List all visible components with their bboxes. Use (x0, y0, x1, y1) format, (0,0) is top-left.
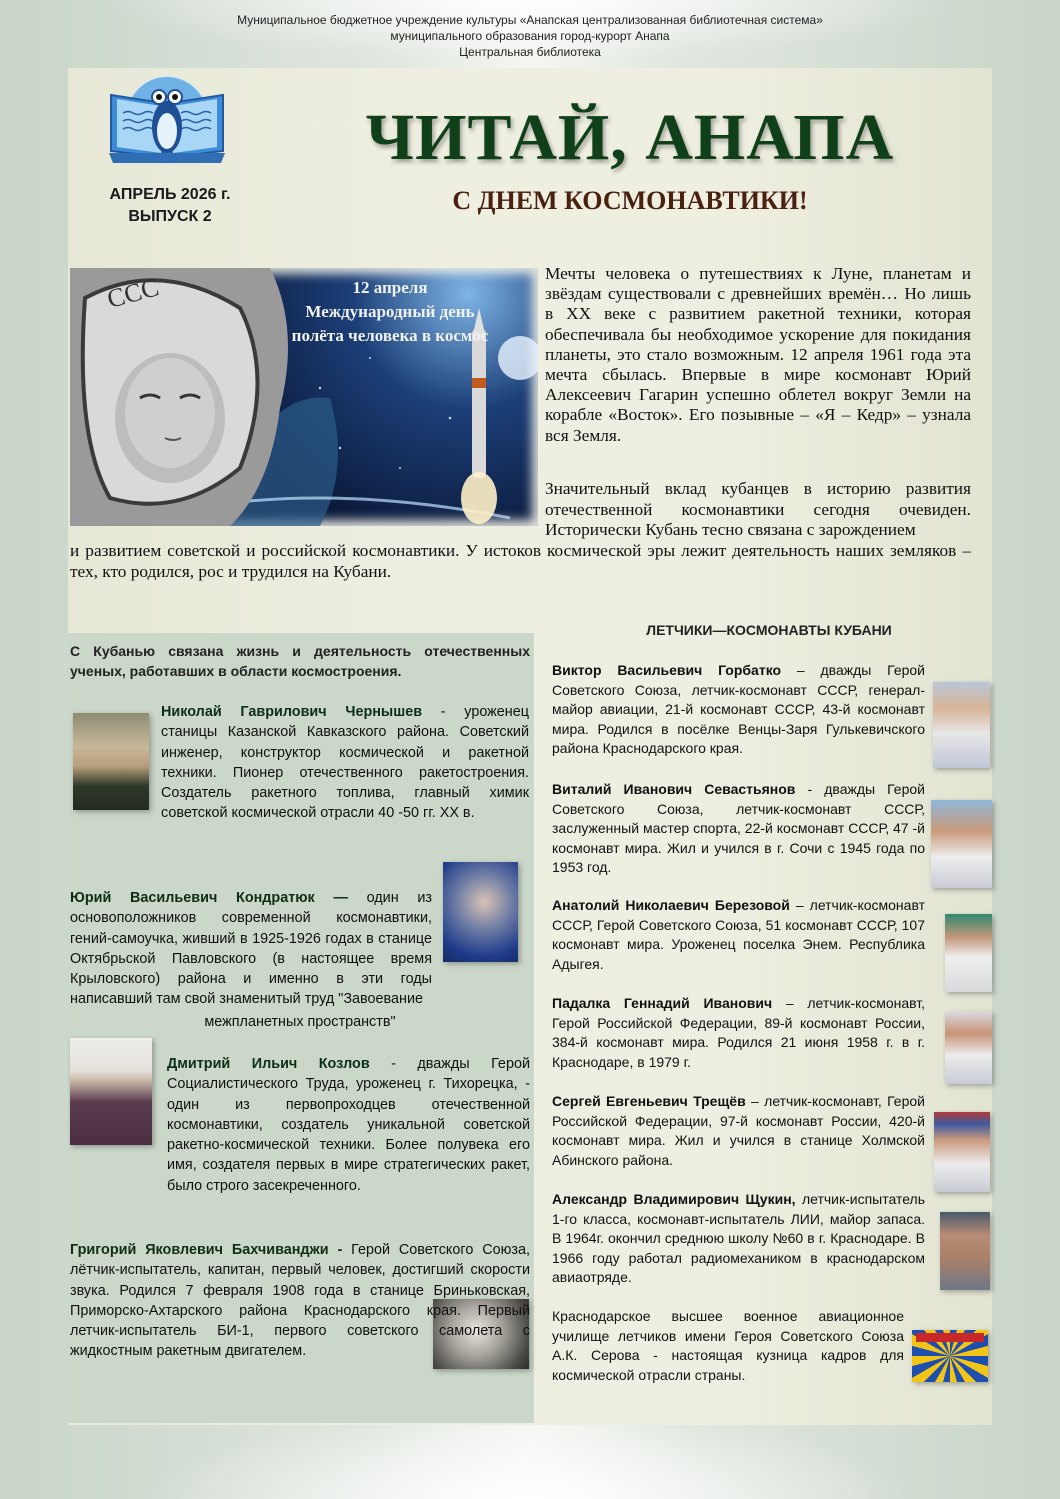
scientist-entry-chernyshev (161, 702, 529, 824)
intro-paragraph-2: Значительный вклад кубанцев в историю развития отечественной космонавтики сегодня очевиден. Исторически Кубань тесно связана с зарождением (545, 479, 971, 539)
scientists-heading: С Кубанью связана жизнь и деятельность отечественных ученых, работавших в области космостроения. (70, 643, 530, 679)
scientist-entry-kondratyuk-end: межпланетных пространств" (204, 1014, 396, 1030)
issue-date: АПРЕЛЬ 2026 г. (109, 186, 231, 203)
gagarin-hero-image (70, 268, 538, 526)
organization-header (0, 12, 1060, 60)
flight-school-emblem (912, 1330, 988, 1382)
library-owl-logo-icon (105, 75, 230, 170)
flight-school-text: Краснодарское высшее военное авиационное училище летчиков имени Героя Советского Союза А.К. Серова - настоящая кузница кадров для космической отрасли страны. (552, 1308, 904, 1383)
scientist-description: - дважды Герой Социалистического Труда, уроженец г. Тихорецка, - один из первопроходцев отечественной космонавтики, создатель уникальной советской ракетно-космической техники. Более полувека его имя, создателя первых в мире стратегических ракет, было строго засекреченного. (167, 1056, 530, 1194)
cosmonaut-name: Падалка Геннадий Иванович (552, 995, 773, 1011)
portrait-berezovoy (945, 914, 992, 992)
cosmonaut-description: - дважды Герой Советского Союза, летчик-космонавт СССР, заслуженный мастер спорта, 22-й космонавт СССР, 47 -й космонавт мира. Жил и учился в г. Сочи с 1945 года по 1953 год. (552, 781, 925, 875)
cosmonaut-description: летчик-испытатель 1-го класса, космонавт-испытатель ЛИИ, майор запаса. В 1964г. окончил среднюю школу №60 в г. Краснодаре. В 1966 году работал радиомехаником в краснодарском авиаотряде. (552, 1191, 925, 1285)
cosmonaut-entry-gorbatko (552, 661, 925, 759)
cosmonaut-name: Виталий Иванович Севастьянов (552, 781, 796, 797)
issue-number: ВЫПУСК 2 (128, 208, 212, 225)
cosmonaut-entry-sevastyanov (552, 780, 925, 878)
hero-caption-line-2: Международный день (305, 302, 475, 321)
newsletter-title: ЧИТАЙ, АНАПА (365, 101, 895, 174)
hero-caption (250, 276, 530, 348)
helmet-cccp-lettering: ССС (104, 272, 162, 314)
portrait-treshchev (934, 1112, 990, 1192)
hero-caption-line-3: полёта человека в космос (291, 326, 489, 345)
scientist-name: Дмитрий Ильич Козлов (167, 1056, 370, 1072)
portrait-gorbatko (933, 682, 990, 768)
cosmonaut-name: Сергей Евгеньевич Трещёв (552, 1093, 746, 1109)
portrait-padalka (945, 1012, 992, 1084)
scientist-entry-bakhchivandzhi (70, 1240, 530, 1362)
cosmonaut-description: – летчик-космонавт, Герой Российской Федерации, 97-й космонавт России, 420-й космонавт мира. Жил и учился в станице Холмской Абинского района. (552, 1093, 925, 1168)
cosmonaut-entry-padalka (552, 994, 925, 1072)
cosmonaut-name: Александр Владимирович Щукин, (552, 1191, 796, 1207)
cosmonaut-entry-shchukin (552, 1190, 925, 1288)
scientist-entry-kondratyuk (70, 888, 432, 1010)
scientist-name: Николай Гаврилович Чернышев (161, 704, 423, 720)
cosmonaut-description: – летчик-космонавт СССР, Герой Советского Союза, 51 космонавт СССР, 107 космонавт мира. Уроженец поселка Энем. Республика Адыгея. (552, 897, 925, 972)
cosmonauts-heading: ЛЕТЧИКИ—КОСМОНАВТЫ КУБАНИ (646, 622, 892, 638)
scientist-entry-kozlov (167, 1054, 530, 1196)
scientist-description: Герой Советского Союза, лётчик-испытатель, капитан, первый человек, достигший скорости звука. Родился 7 февраля 1908 года в станице Бриньковская, Приморско-Ахтарского района Краснодарского края. Первый летчик-испытатель БИ-1, первого советского самолета с жидкостным ракетным двигателем. (70, 1242, 530, 1360)
intro-paragraph-1: Мечты человека о путешествиях к Луне, планетам и звёздам существовали с древнейших времён… Но лишь в XX веке с развитием ракетной техники, которая обеспечивала бы необходимое ускорение для покидания планеты, это стало возможным. 12 апреля 1961 года эта мечта сбылась. Впервые в мире космонавт Юрий Алексеевич Гагарин успешно облетел вокруг Земли на корабле «Восток». Его позывные – «Я – Кедр» – узнала вся Земля. (545, 264, 971, 445)
scientist-name: Юрий Васильевич Кондратюк — (70, 890, 348, 906)
intro-paragraph-3: и развитием советской и российской космонавтики. У истоков космической эры лежит деятельность наших земляков – тех, кто родился, рос и трудился на Кубани. (70, 541, 971, 581)
cosmonaut-entry-berezovoy (552, 896, 925, 974)
issue-info (90, 184, 250, 228)
newsletter-subtitle: С ДНЕМ КОСМОНАВТИКИ! (452, 186, 808, 215)
portrait-sevastyanov (931, 800, 992, 888)
hero-caption-line-1: 12 апреля (352, 278, 428, 297)
cosmonaut-entry-treshchev (552, 1092, 925, 1170)
portrait-kozlov (70, 1038, 152, 1145)
cosmonaut-description: – летчик-космонавт, Герой Российской Федерации, 89-й космонавт России, 384-й космонавт мира. Родился 21 июня 1958 г. в г. Краснодаре, в 1979 г. (552, 995, 926, 1070)
org-line-2: муниципального образования город-курорт Анапа (390, 29, 670, 43)
portrait-kondratyuk (443, 862, 518, 962)
emblem-banner (916, 1333, 984, 1342)
org-line-3: Центральная библиотека (459, 45, 601, 59)
scientist-description: - уроженец станицы Казанской Кавказского района. Советский инженер, конструктор космической и ракетной техники. Пионер отечественного ракетостроения. Создатель ракетного топлива, главный химик советской космической отрасли 40 -50 гг. XX в. (161, 704, 529, 822)
portrait-shchukin (940, 1212, 990, 1290)
portrait-chernyshev (73, 713, 149, 810)
scientist-name: Григорий Яковлевич Бахчиванджи - (70, 1242, 343, 1258)
org-line-1: Муниципальное бюджетное учреждение культуры «Анапская централизованная библиотечная система» (237, 13, 823, 27)
cosmonaut-description: – дважды Герой Советского Союза, летчик-космонавт СССР, генерал-майор авиации, 21-й космонавт СССР, 43-й космонавт мира. Родился в посёлке Венцы-Заря Гулькевичского района Краснодарского края. (552, 662, 925, 756)
intro-text (545, 264, 971, 454)
cosmonaut-name: Виктор Васильевич Горбатко (552, 662, 782, 678)
scientist-description: один из основоположников современной космонавтики, гений-самоучка, живший в 1925-1926 годах в станице Октябрьской Павловского (в настоящее время Крыловского) района и именно в эти годы написавший там свой знаменитый труд "Завоевание (70, 890, 433, 1008)
cosmonaut-name: Анатолий Николаевич Березовой (552, 897, 790, 913)
